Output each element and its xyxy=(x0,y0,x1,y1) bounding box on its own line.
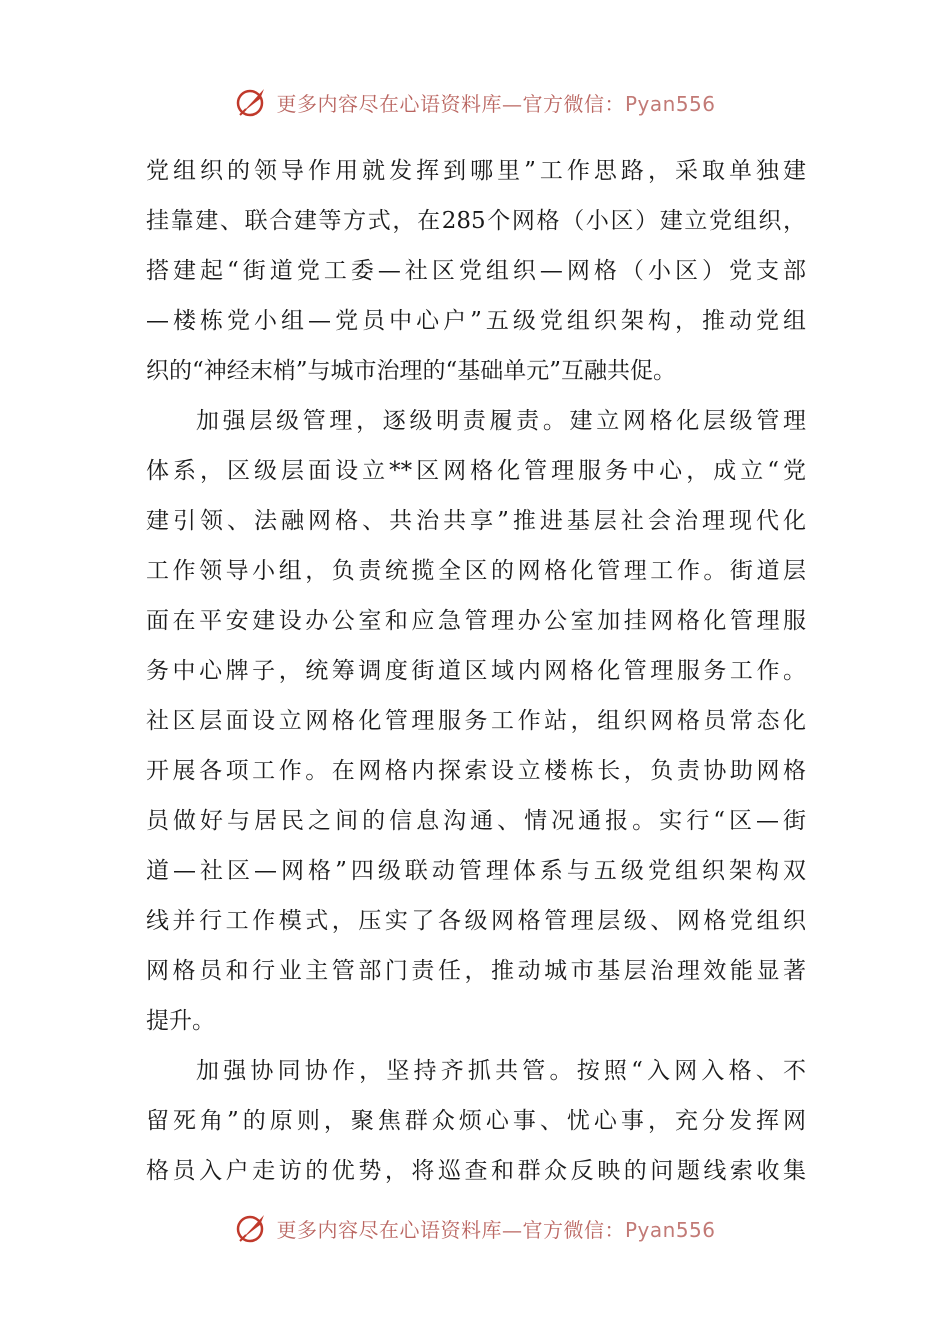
body-line: 挂靠建、联合建等方式，在285个网格（小区）建立党组织， xyxy=(146,208,806,234)
body-line: 工作领导小组，负责统揽全区的网格化管理工作。街道层 xyxy=(146,558,806,584)
body-line: 搭建起“街道党工委—社区党组织—网格（小区）党支部 xyxy=(146,258,806,284)
header-banner xyxy=(0,82,950,122)
body-line: 留死角”的原则，聚焦群众烦心事、忧心事，充分发挥网 xyxy=(146,1108,806,1134)
body-line: 提升。 xyxy=(146,1008,215,1034)
body-line: 网格员和行业主管部门责任，推动城市基层治理效能显著 xyxy=(146,958,806,984)
header-wechat-id: Pyan556 xyxy=(624,91,716,116)
body-line: —楼栋党小组—党员中心户”五级党组织架构，推动党组 xyxy=(146,308,806,334)
body-line: 道—社区—网格”四级联动管理体系与五级党组织架构双 xyxy=(146,858,806,884)
body-line: 建引领、法融网格、共治共享”推进基层社会治理现代化 xyxy=(146,508,806,534)
body-line: 员做好与居民之间的信息沟通、情况通报。实行“区—街 xyxy=(146,808,806,834)
document-body xyxy=(146,146,806,1196)
footer-wechat-id: Pyan556 xyxy=(624,1217,716,1242)
footer-banner-text: 更多内容尽在心语资料库—官方微信：Pyan556 xyxy=(276,1217,716,1242)
paragraph-start-line: 加强层级管理，逐级明责履责。建立网格化层级管理 xyxy=(196,408,806,434)
footer-banner xyxy=(0,1208,950,1248)
body-line: 织的“神经末梢”与城市治理的“基础单元”互融共促。 xyxy=(146,358,677,384)
body-line: 开展各项工作。在网格内探索设立楼栋长，负责协助网格 xyxy=(146,758,806,784)
header-banner-text: 更多内容尽在心语资料库—官方微信：Pyan556 xyxy=(276,91,716,116)
quill-logo-icon xyxy=(234,85,268,119)
body-line: 社区层面设立网格化管理服务工作站，组织网格员常态化 xyxy=(146,708,806,734)
body-line: 线并行工作模式，压实了各级网格管理层级、网格党组织 xyxy=(146,908,806,934)
body-line: 党组织的领导作用就发挥到哪里”工作思路，采取单独建 xyxy=(146,158,806,184)
quill-logo-icon xyxy=(234,1211,268,1245)
body-line: 务中心牌子，统筹调度街道区域内网格化管理服务工作。 xyxy=(146,658,806,684)
body-line: 格员入户走访的优势，将巡查和群众反映的问题线索收集 xyxy=(146,1158,806,1184)
body-line: 面在平安建设办公室和应急管理办公室加挂网格化管理服 xyxy=(146,608,806,634)
body-line: 体系，区级层面设立**区网格化管理服务中心，成立“党 xyxy=(146,458,806,484)
paragraph-start-line: 加强协同协作，坚持齐抓共管。按照“入网入格、不 xyxy=(196,1058,806,1084)
